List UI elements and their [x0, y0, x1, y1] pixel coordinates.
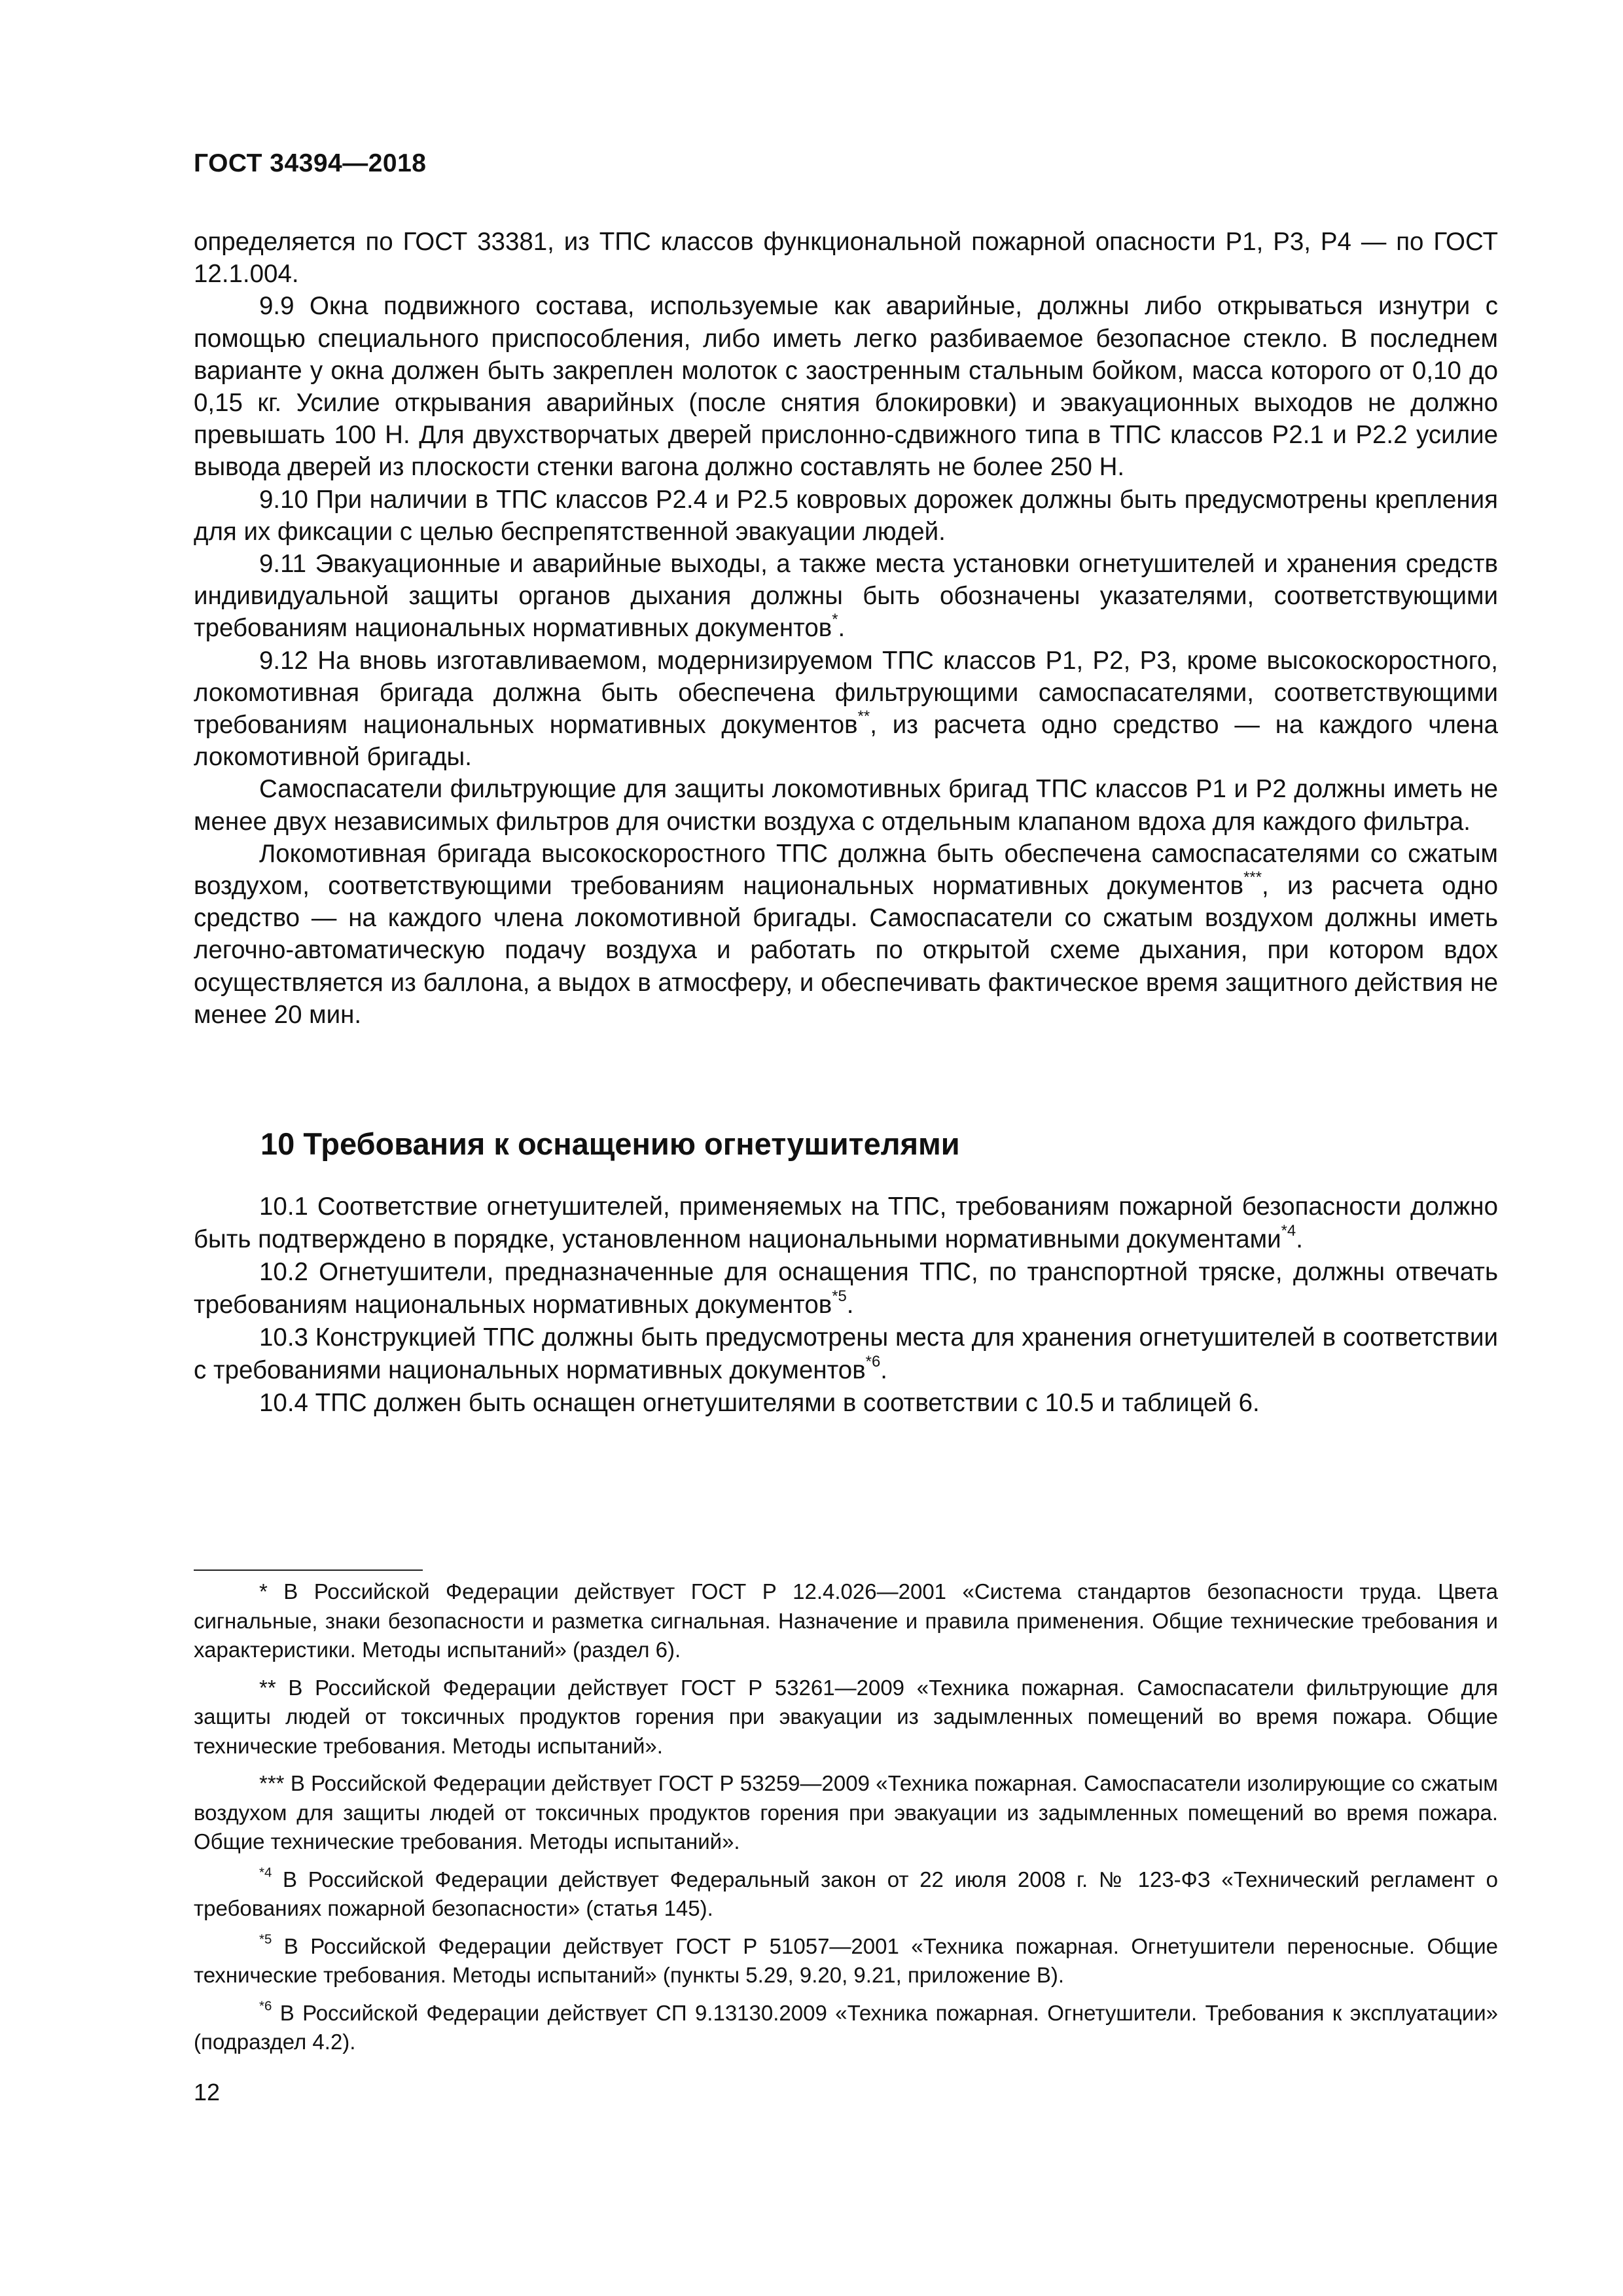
footnote-ref: *6: [865, 1353, 881, 1371]
page-number: 12: [194, 2079, 221, 2106]
footnote-mark: **: [259, 1675, 276, 1700]
footnote-mark: *5: [259, 1931, 272, 1947]
footnote-mark: *: [259, 1579, 268, 1604]
footnote: [194, 1674, 1498, 1761]
paragraph-10-2: [194, 1256, 1498, 1321]
body-section-10: [194, 1191, 1498, 1420]
paragraph-9-10: 9.10 При наличии в ТПС классов Р2.4 и Р2.5 ковровых дорожек должны быть предусмотрены крепления для их фиксации с целью беспрепятственной эвакуации людей.: [194, 485, 1498, 546]
footnote-text: В Российской Федерации действует ГОСТ Р 51057—2001 «Техника пожарная. Огнетушители переносные. Общие технические требования. Методы испытаний» (пункты 5.29, 9.20, 9.21, приложение В).: [194, 1933, 1498, 1987]
document-header-code: ГОСТ 34394—2018: [194, 149, 427, 177]
paragraph-end: .: [838, 614, 846, 643]
paragraph-end: .: [880, 1356, 887, 1384]
paragraph-text: 9.11 Эвакуационные и аварийные выходы, а также места установки огнетушителей и хранения средств индивидуальной защиты органов дыхания должны быть обозначены указателями, соответствующими требованиям национальных нормативных документов: [194, 550, 1498, 643]
paragraph-text: 10.2 Огнетушители, предназначенные для оснащения ТПС, по транспортной тряске, должны отвечать требованиям национальных нормативных документов: [194, 1258, 1498, 1319]
footnote-divider: [194, 1570, 423, 1571]
paragraph-10-4: 10.4 ТПС должен быть оснащен огнетушителями в соответствии с 10.5 и таблицей 6.: [259, 1389, 1260, 1417]
footnote-mark: *4: [259, 1865, 272, 1880]
footnote-ref: **: [857, 708, 870, 726]
paragraph-end: .: [1296, 1225, 1303, 1253]
footnotes: [194, 1577, 1498, 2066]
footnote-text: В Российской Федерации действует ГОСТ Р 53261—2009 «Техника пожарная. Самоспасатели фильтрующие для защиты людей от токсичных продуктов горения при эвакуации из задымленных помещений во время пожара. Общие технические требования. Методы испытаний».: [194, 1675, 1498, 1758]
footnote-text: В Российской Федерации действует ГОСТ Р 53259—2009 «Техника пожарная. Самоспасатели изолирующие со сжатым воздухом для защиты людей от токсичных продуктов горения при эвакуации из задымленных помещений во время пожара. Общие технические требования. Методы испытаний».: [194, 1771, 1498, 1854]
footnote-ref: *5: [832, 1287, 847, 1306]
paragraph-end: .: [846, 1291, 854, 1319]
footnote-ref: *4: [1281, 1222, 1296, 1240]
paragraph-9-9: 9.9 Окна подвижного состава, используемые как аварийные, должны либо открываться изнутри с помощью специального приспособления, либо иметь легко разбиваемое безопасное стекло. В последнем варианте у окна должен быть закреплен молоток с заостренным стальным бойком, масса которого от 0,10 до 0,15 кг. Усилие открывания аварийных (после снятия блокировки) и эвакуационных выходов не должно превышать 100 Н. Для двухстворчатых дверей прислонно-сдвижного типа в ТПС классов Р2.1 и Р2.2 усилие вывода дверей из плоскости стенки вагона должно составлять не более 250 Н.: [194, 292, 1498, 482]
paragraph-10-1: [194, 1191, 1498, 1256]
paragraph-high-speed-crew: [194, 838, 1498, 1031]
footnote-mark: *6: [259, 1998, 272, 2014]
footnote-ref: ***: [1243, 869, 1262, 887]
paragraph-text: 9.12 На вновь изготавливаемом, модернизируемом ТПС классов Р1, Р2, Р3, кроме высокоскоростного, локомотивная бригада должна быть обеспечена фильтрующими самоспасателями, соответствующими требованиям национальных нормативных документов: [194, 646, 1498, 740]
paragraph-10-3: [194, 1321, 1498, 1387]
paragraph-text: 10.3 Конструкцией ТПС должны быть предусмотрены места для хранения огнетушителей в соответствии с требованиями национальных нормативных документов: [194, 1323, 1498, 1384]
paragraph-text: Локомотивная бригада высокоскоростного ТПС должна быть обеспечена самоспасателями со сжатым воздухом, соответствующими требованиям национальных нормативных документов: [194, 839, 1498, 901]
paragraph-continuation: определяется по ГОСТ 33381, из ТПС классов функциональной пожарной опасности Р1, Р3, Р4 — по ГОСТ 12.1.004.: [194, 228, 1498, 289]
footnote-ref: *: [832, 611, 838, 629]
footnote-text: В Российской Федерации действует СП 9.13130.2009 «Техника пожарная. Огнетушители. Требования к эксплуатации» (подраздел 4.2).: [194, 2000, 1498, 2054]
paragraph-self-rescuers-filters: Самоспасатели фильтрующие для защиты локомотивных бригад ТПС классов Р1 и Р2 должны иметь не менее двух независимых фильтров для очистки воздуха с отдельным клапаном вдоха для каждого фильтра.: [194, 775, 1498, 836]
footnote: [194, 1865, 1498, 1924]
paragraph-9-12: [194, 645, 1498, 774]
paragraph-end: , из расчета одно средство — на каждого члена локомотивной бригады. Самоспасатели со сжатым воздухом должны иметь легочно-автоматическую подачу воздуха и работать по открытой схеме дыхания, при котором вдох осуществляется из баллона, а выдох в атмосферу, и обеспечивать фактическое время защитного действия не менее 20 мин.: [194, 872, 1498, 1029]
paragraph-text: 10.1 Соответствие огнетушителей, применяемых на ТПС, требованиям пожарной безопасности должно быть подтверждено в порядке, установленном национальными нормативными документами: [194, 1193, 1498, 1253]
footnote-text: В Российской Федерации действует ГОСТ Р 12.4.026—2001 «Система стандартов безопасности труда. Цвета сигнальные, знаки безопасности и разметка сигнальная. Назначение и правила применения. Общие технические требования и характеристики. Методы испытаний» (раздел 6).: [194, 1579, 1498, 1662]
footnote-mark: ***: [259, 1771, 285, 1795]
body-section-9: [194, 226, 1498, 1031]
footnote: [194, 1769, 1498, 1857]
paragraph-end: , из расчета одно средство — на каждого члена локомотивной бригады.: [194, 711, 1498, 772]
footnote: [194, 1999, 1498, 2057]
footnote-text: В Российской Федерации действует Федеральный закон от 22 июля 2008 г. № 123-ФЗ «Технический регламент о требованиях пожарной безопасности» (статья 145).: [194, 1867, 1498, 1920]
paragraph-9-11: [194, 548, 1498, 645]
section-10-title: 10 Требования к оснащению огнетушителями: [260, 1126, 960, 1161]
footnote: [194, 1932, 1498, 1990]
footnote: [194, 1577, 1498, 1665]
